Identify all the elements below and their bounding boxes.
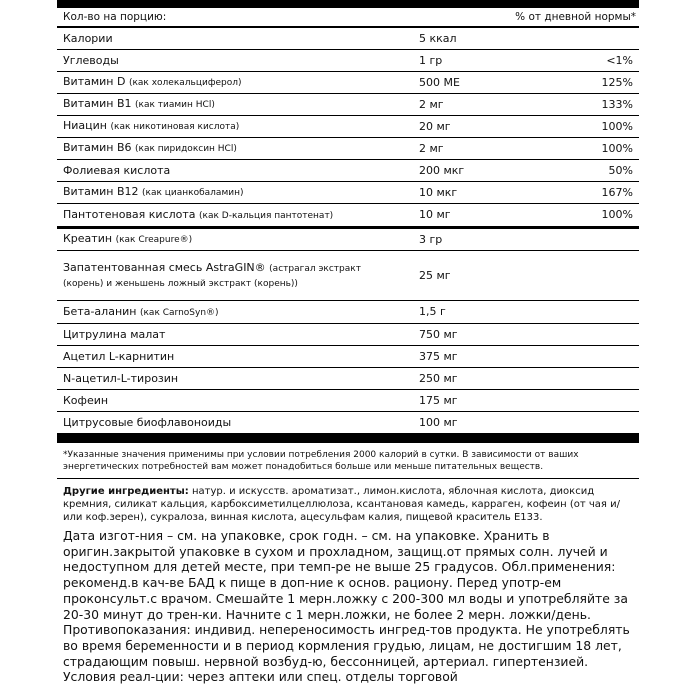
blend-name: Цитрулина малат — [63, 327, 166, 341]
nutrient-name: Витамин D — [63, 75, 126, 88]
daily-value-label: % от дневной нормы* — [515, 11, 636, 23]
nutrient-amount: 500 МЕ — [419, 75, 460, 89]
ingredients-label: Другие ингредиенты: — [63, 486, 189, 497]
top-bar — [57, 0, 639, 8]
table-row — [57, 412, 639, 433]
blend-name: Кофеин — [63, 393, 109, 407]
table-row — [57, 182, 639, 204]
table-row — [57, 50, 639, 72]
daily-value-footnote: *Указанные значения применимы при условии потребления 2000 калорий в сутки. В зависимости от ваших энергетических потребностей вам может понадобиться больше или меньше питательных веществ. — [57, 443, 639, 479]
blend-name: Креатин — [63, 232, 113, 245]
blend-amount: 1,5 г — [419, 305, 446, 318]
storage-instructions: Дата изгот-ния – см. на упаковке, срок годн. – см. на упаковке. Хранить в оригин.закрытой упаковке в сухом и прохладном, защищ.от прямых солн. лучей и недоступном для детей месте, при темп-ре не выше 25 градусов. Обл.применения: рекоменд.в кач-ве БАД к пище в доп-ние к основ. рациону. Перед употр-ем проконсульт.с врачом. Смешайте 1 мерн.ложку с 200-300 мл воды и употребляйте за 20-30 минут до трен-ки. Начните с 1 мерн.ложки, не более 2 мерн. ложки/день. Противопоказания: индивид. непереносимость ингред-тов продукта. Не употреблять во время беременности и в период кормления грудью, лицам, не достигшим 18 лет, страдающим повыш. нервной возбуд-ю, бессонницей, артериал. гипертензией. Условия реал-ции: через аптеки или спец. отделы торговой — [63, 528, 630, 685]
nutrient-qualifier: (как цианкобаламин) — [142, 188, 244, 198]
nutrient-qualifier: (как холекальциферол) — [128, 78, 242, 88]
nutrient-name: Ниацин — [63, 119, 107, 132]
nutrient-pct: 167% — [601, 185, 633, 199]
table-row — [57, 72, 639, 94]
blend-amount: 375 мг — [419, 349, 458, 363]
blend-qualifier: (астрагал экстракт — [269, 263, 361, 274]
nutrient-name: Углеводы — [63, 53, 119, 67]
other-ingredients — [57, 479, 639, 524]
table-row — [57, 229, 639, 251]
supplement-facts-panel — [57, 0, 639, 685]
table-row — [57, 390, 639, 412]
blend-name: Бета-аланин — [63, 304, 137, 318]
nutrient-amount: 200 мкг — [419, 163, 465, 177]
nutrient-table — [57, 28, 639, 229]
nutrient-amount: 2 мг — [419, 141, 444, 155]
blend-amount: 250 мг — [419, 371, 458, 385]
table-row — [57, 94, 639, 116]
nutrient-amount: 2 мг — [419, 97, 444, 111]
nutrient-pct: 50% — [608, 163, 633, 177]
blend-amount: 750 мг — [419, 327, 458, 341]
nutrient-name: Витамин В12 — [63, 185, 139, 198]
nutrient-pct: 100% — [601, 141, 633, 155]
blend-qualifier-line2: (корень) и женьшень ложный экстракт (корень)) — [63, 278, 298, 289]
nutrient-pct: 125% — [601, 75, 633, 89]
table-row — [57, 204, 639, 229]
table-row — [57, 160, 639, 182]
nutrient-amount: 5 ккал — [419, 31, 457, 45]
blend-amount: 25 мг — [419, 268, 451, 282]
nutrient-pct: 100% — [601, 119, 633, 133]
table-row — [57, 138, 639, 160]
nutrient-pct: 133% — [601, 97, 633, 111]
nutrient-pct: <1% — [606, 53, 633, 67]
serving-label: Кол-во на порцию: — [63, 11, 167, 23]
blend-qualifier: (как CarnoSyn®) — [139, 307, 219, 318]
blend-name: Ацетил L-карнитин — [63, 349, 175, 363]
nutrient-name: Витамин В6 — [63, 141, 132, 154]
bottom-bar — [57, 433, 639, 443]
nutrient-name: Пантотеновая кислота — [63, 207, 196, 221]
table-row — [57, 251, 639, 301]
ingredients-text: натур. и искусств. ароматизат., лимон.кислота, яблочная кислота, диоксид кремния, силикат кальция, карбоксиметилцеллюлоза, ксантановая камедь, карраген, кофеин (от чая и/или коф.зерен), сукралоза, винная кислота, ацесульфам калия, пищевой краситель Е133. — [63, 486, 620, 523]
blend-amount: 100 мг — [419, 415, 458, 429]
blend-name: Запатентованная смесь AstraGIN® — [63, 260, 266, 274]
nutrient-qualifier: (как тиамин HCl) — [135, 100, 215, 110]
table-row — [57, 346, 639, 368]
nutrient-amount: 1 гр — [419, 53, 443, 67]
nutrient-name: Калории — [63, 31, 113, 45]
table-row — [57, 116, 639, 138]
blend-name: N-ацетил-L-тирозин — [63, 371, 179, 385]
blend-amount: 3 гр — [419, 232, 443, 246]
blend-table — [57, 229, 639, 433]
nutrient-name: Витамин В1 — [63, 97, 132, 110]
table-header — [57, 8, 639, 28]
nutrient-qualifier: (как пиридоксин HCl) — [135, 144, 237, 154]
blend-qualifier: (как Creapure®) — [115, 235, 193, 245]
nutrient-name: Фолиевая кислота — [63, 163, 171, 177]
blend-amount: 175 мг — [419, 393, 458, 407]
table-row — [57, 28, 639, 50]
nutrient-qualifier: (как никотиновая кислота) — [110, 122, 240, 132]
table-row — [57, 368, 639, 390]
nutrient-amount: 10 мг — [419, 208, 451, 221]
nutrient-pct: 100% — [601, 208, 633, 221]
blend-name: Цитрусовые биофлавоноиды — [63, 415, 232, 429]
nutrient-amount: 20 мг — [419, 119, 451, 133]
nutrient-qualifier: (как D-кальция пантотенат) — [199, 210, 334, 221]
table-row — [57, 301, 639, 324]
nutrient-amount: 10 мкг — [419, 185, 458, 199]
table-row — [57, 324, 639, 346]
